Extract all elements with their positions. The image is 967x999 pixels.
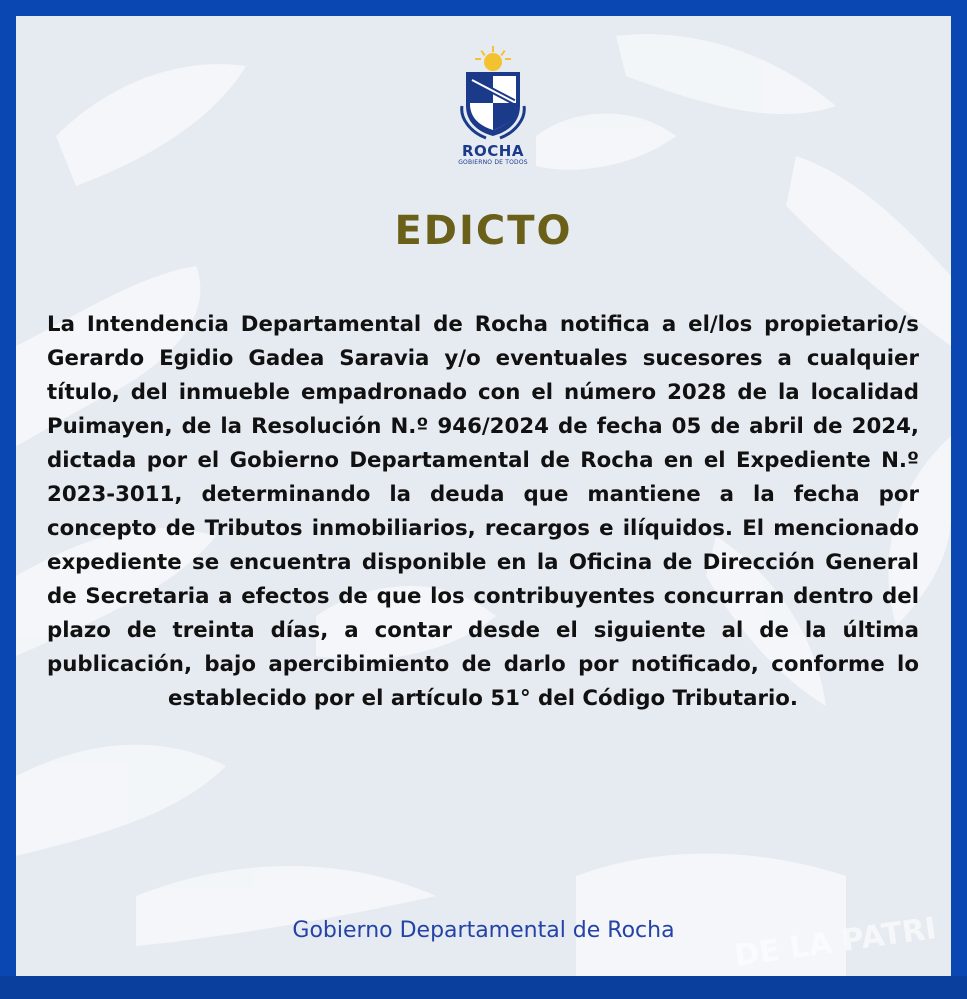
logo-name: ROCHA bbox=[462, 142, 524, 160]
coat-of-arms-icon bbox=[458, 46, 528, 142]
edict-body: La Intendencia Departamental de Rocha notifica a el/los propietario/s Gerardo Egidio Gadea Saravia y/o eventuales sucesores a cualquier título, del inmueble empadronado con el número 2028 de la localidad Puimayen, de la Resolución N.º 946/2024 de fecha 05 de abril de 2024, dictada por el Gobierno Departamental de Rocha en el Expediente N.º 2023-3011, determinando la deuda que mantiene a la fecha por concepto de Tributos inmobiliarios, recargos e ilíquidos. El mencionado expediente se encuentra disponible en la Oficina de Dirección General de Secretaria a efectos de que los contribuyentes concurran dentro del plazo de treinta días, a contar desde el siguiente al de la última publicación, bajo apercibimiento de darlo por notificado, conforme lo establecido por el artículo 51° del Código Tributario. bbox=[47, 312, 919, 711]
footer-signature: Gobierno Departamental de Rocha bbox=[292, 918, 675, 943]
edict-panel bbox=[16, 16, 951, 976]
watermark-text: DE LA PATRI bbox=[732, 910, 939, 974]
logo-tagline: GOBIERNO DE TODOS bbox=[458, 159, 528, 166]
rocha-logo bbox=[458, 46, 528, 176]
bottom-bar bbox=[0, 976, 967, 999]
document-title: EDICTO bbox=[394, 208, 573, 254]
